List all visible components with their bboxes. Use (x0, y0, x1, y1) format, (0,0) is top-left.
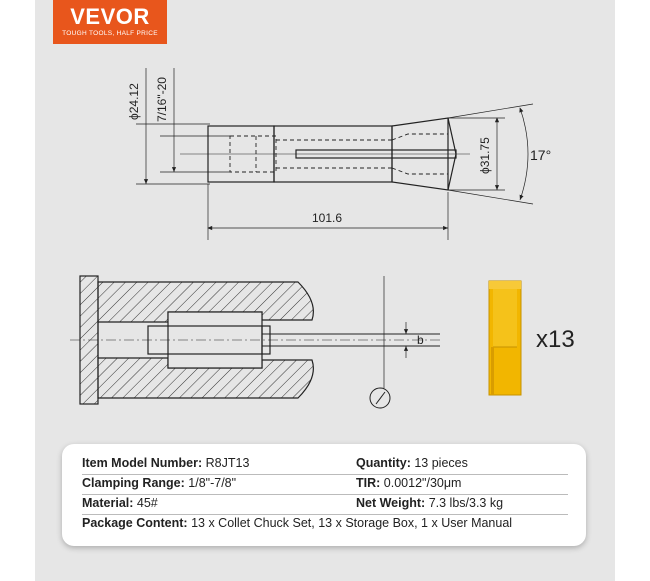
dim-head-diameter: ϕ31.75 (478, 137, 492, 174)
dim-angle: 17° (530, 147, 552, 163)
tir-label: TIR: (356, 476, 381, 490)
dim-length: 101.6 (312, 211, 343, 225)
quantity-badge: x13 (536, 326, 575, 353)
spec-row-material (82, 496, 158, 510)
collet-product (489, 281, 521, 395)
dim-bore-b: b (417, 333, 424, 347)
dim-shank-diameter: ϕ24.12 (127, 83, 141, 120)
divider (82, 514, 568, 515)
spec-row-weight (356, 496, 503, 510)
package-label: Package Content: (82, 516, 188, 530)
model-value: R8JT13 (205, 456, 250, 470)
quantity-label: Quantity: (356, 456, 411, 470)
dim-thread: 7/16"-20 (155, 77, 169, 122)
spec-card (62, 444, 586, 546)
divider (82, 474, 568, 475)
divider (82, 494, 568, 495)
weight-value: 7.3 lbs/3.3 kg (428, 496, 504, 510)
range-value: 1/8"-7/8" (188, 476, 237, 490)
model-label: Item Model Number: (82, 456, 203, 470)
tir-value: 0.0012"/30μm (383, 476, 462, 490)
logo-tagline: TOUGH TOOLS, HALF PRICE (62, 30, 158, 37)
range-label: Clamping Range: (82, 476, 185, 490)
material-value: 45# (136, 496, 158, 510)
package-value: 13 x Collet Chuck Set, 13 x Storage Box, 1 x User Manual (191, 516, 513, 530)
logo-brand: VEVOR (70, 4, 150, 29)
spec-row-package (82, 516, 512, 530)
spec-row-range (82, 476, 236, 490)
section-view (70, 276, 440, 408)
material-label: Material: (82, 496, 134, 510)
weight-label: Net Weight: (356, 496, 426, 510)
spec-row-tir (356, 476, 461, 490)
spec-row-model (82, 456, 249, 470)
quantity-value: 13 pieces (414, 456, 468, 470)
spec-row-quantity (356, 456, 468, 470)
